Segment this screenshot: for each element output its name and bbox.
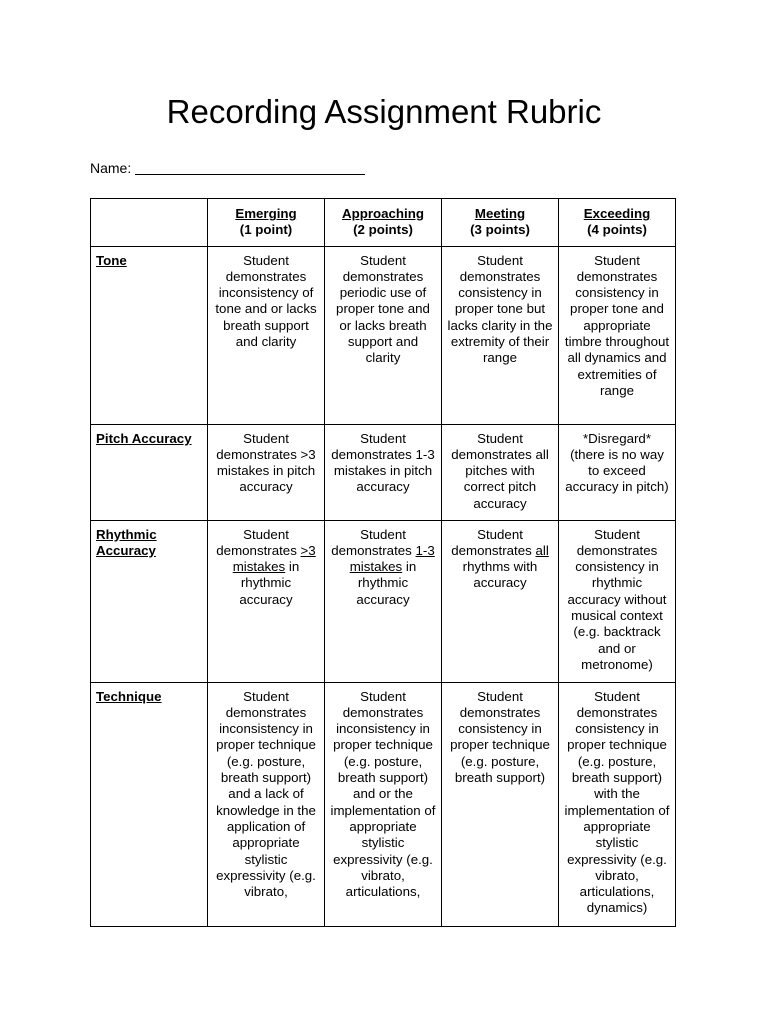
level-header-exceeding [559,199,676,247]
cell-text: in rhythmic accuracy [239,559,300,607]
level-points: (3 points) [470,222,530,238]
cell-text: Student demonstrates [451,526,536,558]
name-blank-line [135,158,365,175]
rubric-cell-emerging: Student demonstrates >3 mistakes in pitch accuracy [208,424,325,520]
level-points: (4 points) [587,222,647,238]
rubric-cell-approaching [325,520,442,682]
cell-text: in rhythmic accuracy [356,559,417,607]
level-name: Exceeding [583,206,651,221]
rubric-cell-exceeding: Student demonstrates consistency in proper technique (e.g. posture, breath support) with the implementation of appropriate stylistic expressivity (e.g. vibrato, articulations, dynamics) [559,682,676,926]
rubric-cell-approaching: Student demonstrates 1-3 mistakes in pitch accuracy [325,424,442,520]
criterion-label: Rhythmic Accuracy [91,520,208,682]
rubric-cell-exceeding [559,520,676,682]
table-row-pitch-accuracy [91,424,676,520]
cell-text-underlined: >3 mistakes [232,542,316,575]
rubric-cell-emerging [208,520,325,682]
level-points: (2 points) [353,222,413,238]
name-label: Name: [90,160,132,176]
cell-text: rhythms with accuracy [462,559,538,591]
cell-text: Student demonstrates [331,526,416,558]
level-header-approaching [325,199,442,247]
criterion-label: Tone [91,246,208,424]
rubric-cell-meeting: Student demonstrates consistency in proper tone but lacks clarity in the extremity of their range [442,246,559,424]
rubric-cell-emerging: Student demonstrates inconsistency of tone and or lacks breath support and clarity [208,246,325,424]
level-name: Meeting [474,206,526,221]
header-row [91,199,676,247]
rubric-cell-emerging: Student demonstrates inconsistency in proper technique (e.g. posture, breath support) and a lack of knowledge in the application of appropriate stylistic expressivity (e.g. vibrato, [208,682,325,926]
cell-text-underlined: 1-3 mistakes [349,542,435,575]
corner-cell [91,199,208,247]
table-row-technique [91,682,676,926]
table-row-rhythmic-accuracy [91,520,676,682]
rubric-cell-approaching: Student demonstrates inconsistency in proper technique (e.g. posture, breath support) and or the implementation of appropriate stylistic expressivity (e.g. vibrato, articulations, [325,682,442,926]
level-name: Emerging [235,206,297,221]
level-points: (1 point) [239,222,293,238]
name-field [90,158,365,178]
rubric-cell-meeting: Student demonstrates all pitches with correct pitch accuracy [442,424,559,520]
level-header-meeting [442,199,559,247]
table-row-tone [91,246,676,424]
cell-text: Student demonstrates [216,526,301,558]
rubric-cell-meeting [442,520,559,682]
cell-text: Student demonstrates consistency in rhythmic accuracy without musical context (e.g. backtrack and or metronome) [567,526,667,672]
rubric-cell-exceeding: Student demonstrates consistency in proper tone and appropriate timbre throughout all dynamics and extremities of range [559,246,676,424]
rubric-cell-approaching: Student demonstrates periodic use of proper tone and or lacks breath support and clarity [325,246,442,424]
criterion-label: Pitch Accuracy [91,424,208,520]
rubric-table [90,198,676,927]
rubric-cell-meeting: Student demonstrates consistency in proper technique (e.g. posture, breath support) [442,682,559,926]
level-name: Approaching [342,206,424,221]
level-header-emerging [208,199,325,247]
rubric-cell-exceeding: *Disregard* (there is no way to exceed accuracy in pitch) [559,424,676,520]
criterion-label: Technique [91,682,208,926]
document-title: Recording Assignment Rubric [166,93,602,130]
cell-text-underlined: all [535,542,549,558]
